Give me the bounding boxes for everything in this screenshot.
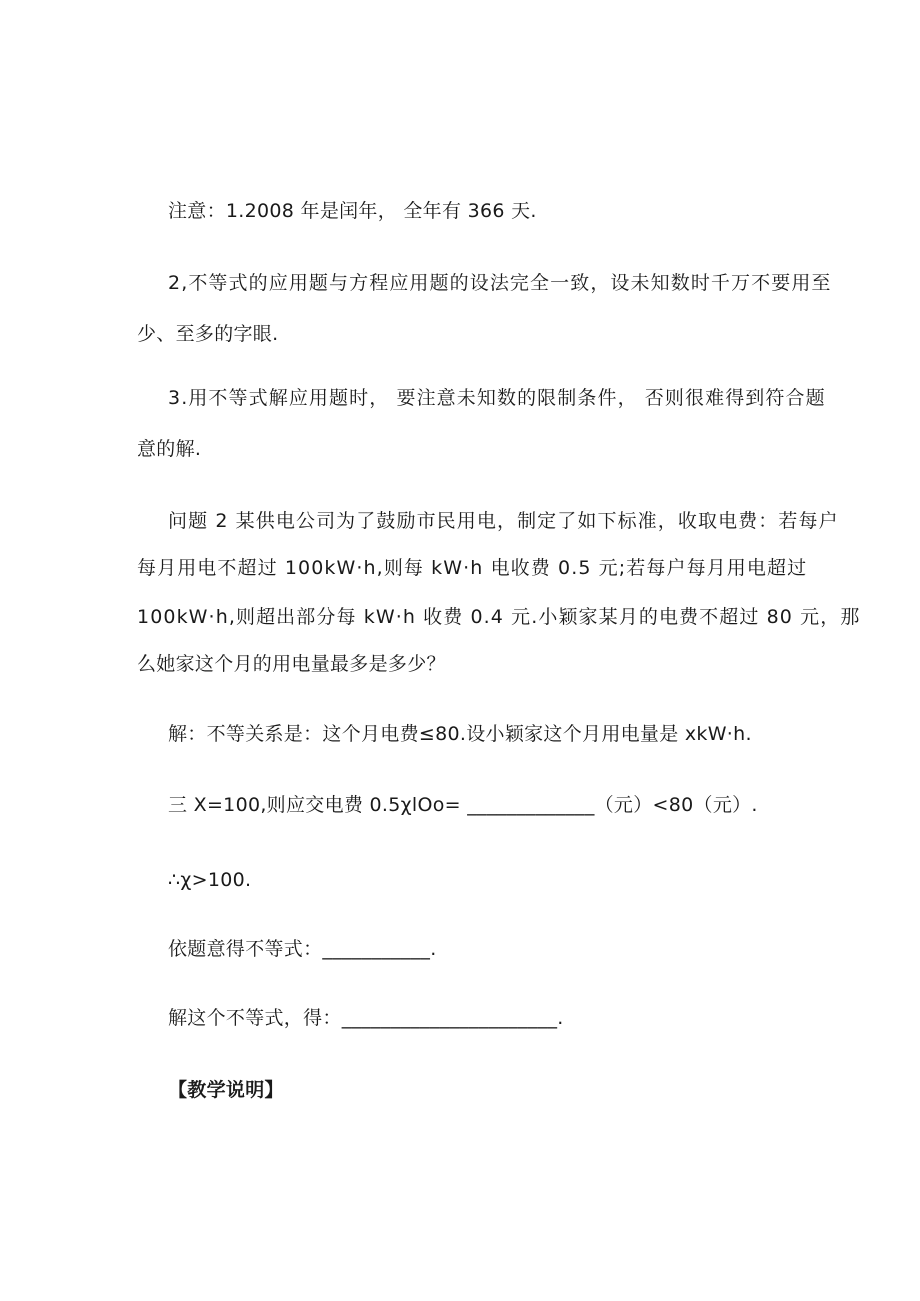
note-3-line-1: 3.用不等式解应用题时， 要注意未知数的限制条件， 否则很难得到符合题 bbox=[168, 387, 826, 409]
solution-line-5: 解这个不等式，得：______________________. bbox=[168, 1007, 564, 1029]
solution-line-3: ∴χ>100. bbox=[168, 869, 252, 891]
note-3-line-2: 意的解. bbox=[137, 438, 202, 460]
teaching-note-heading: 【教学说明】 bbox=[168, 1079, 284, 1101]
solution-line-4: 依题意得不等式：___________. bbox=[168, 938, 437, 960]
solution-line-1: 解：不等关系是：这个月电费≤80.设小颖家这个月用电量是 xkW·h. bbox=[168, 723, 752, 745]
problem-line-4: 么她家这个月的用电量最多是多少？ bbox=[137, 653, 446, 675]
note-2-line-2: 少、至多的字眼. bbox=[137, 323, 279, 345]
note-1: 注意：1.2008 年是闰年， 全年有 366 天. bbox=[168, 200, 537, 222]
problem-line-1: 问题 2 某供电公司为了鼓励市民用电，制定了如下标准，收取电费：若每户 bbox=[168, 510, 839, 532]
problem-line-3: 100kW·h,则超出部分每 kW·h 收费 0.4 元.小颖家某月的电费不超过 80 元，那 bbox=[137, 606, 861, 628]
solution-line-2: 三 X=100,则应交电费 0.5χlOo= _____________（元）<80（元）. bbox=[168, 794, 758, 816]
problem-line-2: 每月用电不超过 100kW·h,则每 kW·h 电收费 0.5 元;若每户每月用电超过 bbox=[137, 557, 808, 579]
note-2-line-1: 2,不等式的应用题与方程应用题的设法完全一致，设未知数时千万不要用至 bbox=[168, 272, 832, 294]
